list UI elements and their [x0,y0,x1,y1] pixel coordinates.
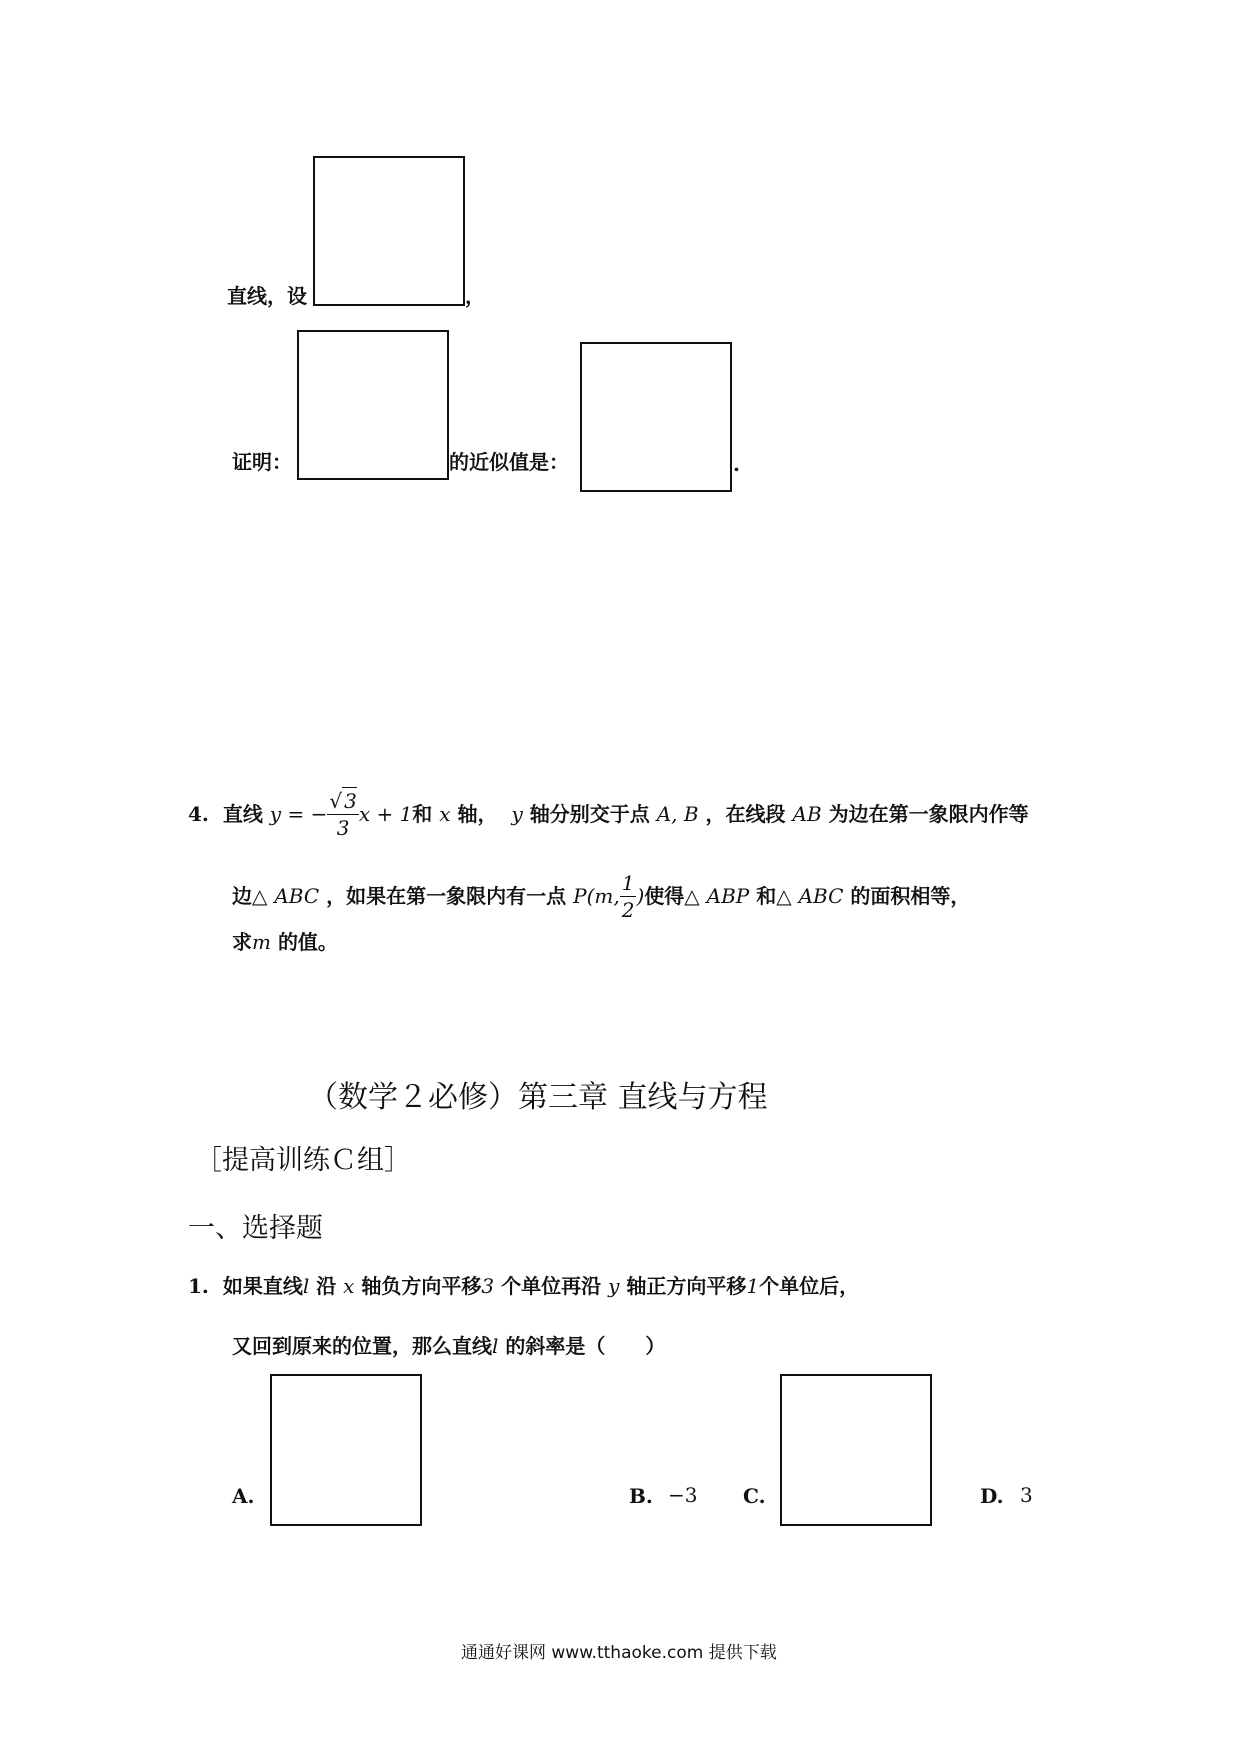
option-d-label: D. [980,1484,1004,1508]
group-title: ［提高训练Ｃ组］ [195,1145,411,1176]
fraction-half [620,870,637,923]
var-x: x [343,1274,355,1298]
q1-number: 1. [188,1274,209,1298]
var-y: y [608,1274,620,1298]
problem4-text: ，在线段 [705,802,786,826]
equation-fraction: $\frac{√ 3}{3}$ [329,789,357,840]
q1-text: 轴负方向平移 [361,1274,482,1298]
triangle-abp: ABP [706,884,750,908]
problem4-text: 求 [232,930,252,954]
option-a-label: A. [232,1484,255,1508]
problem4-text: 的面积相等， [850,884,971,908]
problem4-text: 的值。 [277,930,338,954]
problem4-line3 [232,930,338,954]
var-l: l [492,1334,499,1358]
line2-label: 证明： [232,450,292,474]
line1-suffix: ， [465,284,485,308]
equation-denominator: 3 [327,814,358,841]
line1-label: 直线，设 [227,284,307,308]
fraction-denominator: 2 [621,897,635,922]
footer-text: 通通好课网 www.tthaoke.com 提供下载 [461,1643,777,1663]
q1-text: 如果直线 [222,1274,303,1298]
problem4-text: ，如果在第一象限内有一点 [326,884,567,908]
image-placeholder-3 [580,342,732,492]
line2-suffix: . [733,452,740,476]
q1-line2 [232,1334,665,1358]
problem4-text: 和 [412,802,433,826]
problem4-number: 4. [188,802,209,826]
option-c-label: C. [743,1484,766,1508]
point-p-close: ) [636,884,645,908]
equation-rhs: x + 1 [358,802,413,826]
triangle-abc-2: ABC [798,884,844,908]
problem4-text: 直线 [222,802,263,826]
var-m: m [252,930,271,954]
chapter-title: （数学２必修）第三章 直线与方程 [308,1080,768,1115]
image-placeholder-1 [313,156,465,306]
option-d-value: 3 [1020,1483,1033,1507]
problem4-text: 为边在第一象限内作等 [828,802,1029,826]
problem4-text: 边△ [232,884,268,908]
option-c-image [780,1374,932,1526]
q1-text: 又回到原来的位置，那么直线 [232,1334,492,1358]
fraction-numerator: 1 [621,870,635,895]
q1-text: 沿 [316,1274,337,1298]
var-x: x [439,802,451,826]
q1-text: 的斜率是（ ） [505,1334,666,1358]
num-1: 1 [746,1274,760,1298]
option-b-label: B. [629,1484,653,1508]
line2-middle: 的近似值是： [449,450,569,474]
num-3: 3 [481,1274,495,1298]
section-title: 一、选择题 [188,1213,323,1244]
q1-text: 个单位再沿 [501,1274,602,1298]
var-y: y [511,802,523,826]
problem4-text: 轴， [457,802,498,826]
segment-ab: AB [792,802,822,826]
q1-text: 个单位后， [759,1274,860,1298]
point-p: P(m, [573,884,620,908]
equation-lhs: y = − [269,802,328,826]
var-l: l [302,1274,310,1298]
option-a-image [270,1374,422,1526]
image-placeholder-2 [297,330,449,480]
triangle-abc: ABC [274,884,320,908]
problem4-text: 使得△ [644,884,700,908]
equation-sqrt: 3 [344,789,357,813]
q1-line1 [188,1274,859,1298]
problem4-line1 [188,784,1029,844]
q1-text: 轴正方向平移 [626,1274,747,1298]
problem4-line2 [232,866,970,926]
option-b-value: −3 [668,1483,698,1507]
problem4-text: 和△ [756,884,792,908]
points-ab: A, B [656,802,699,826]
problem4-text: 轴分别交于点 [529,802,650,826]
